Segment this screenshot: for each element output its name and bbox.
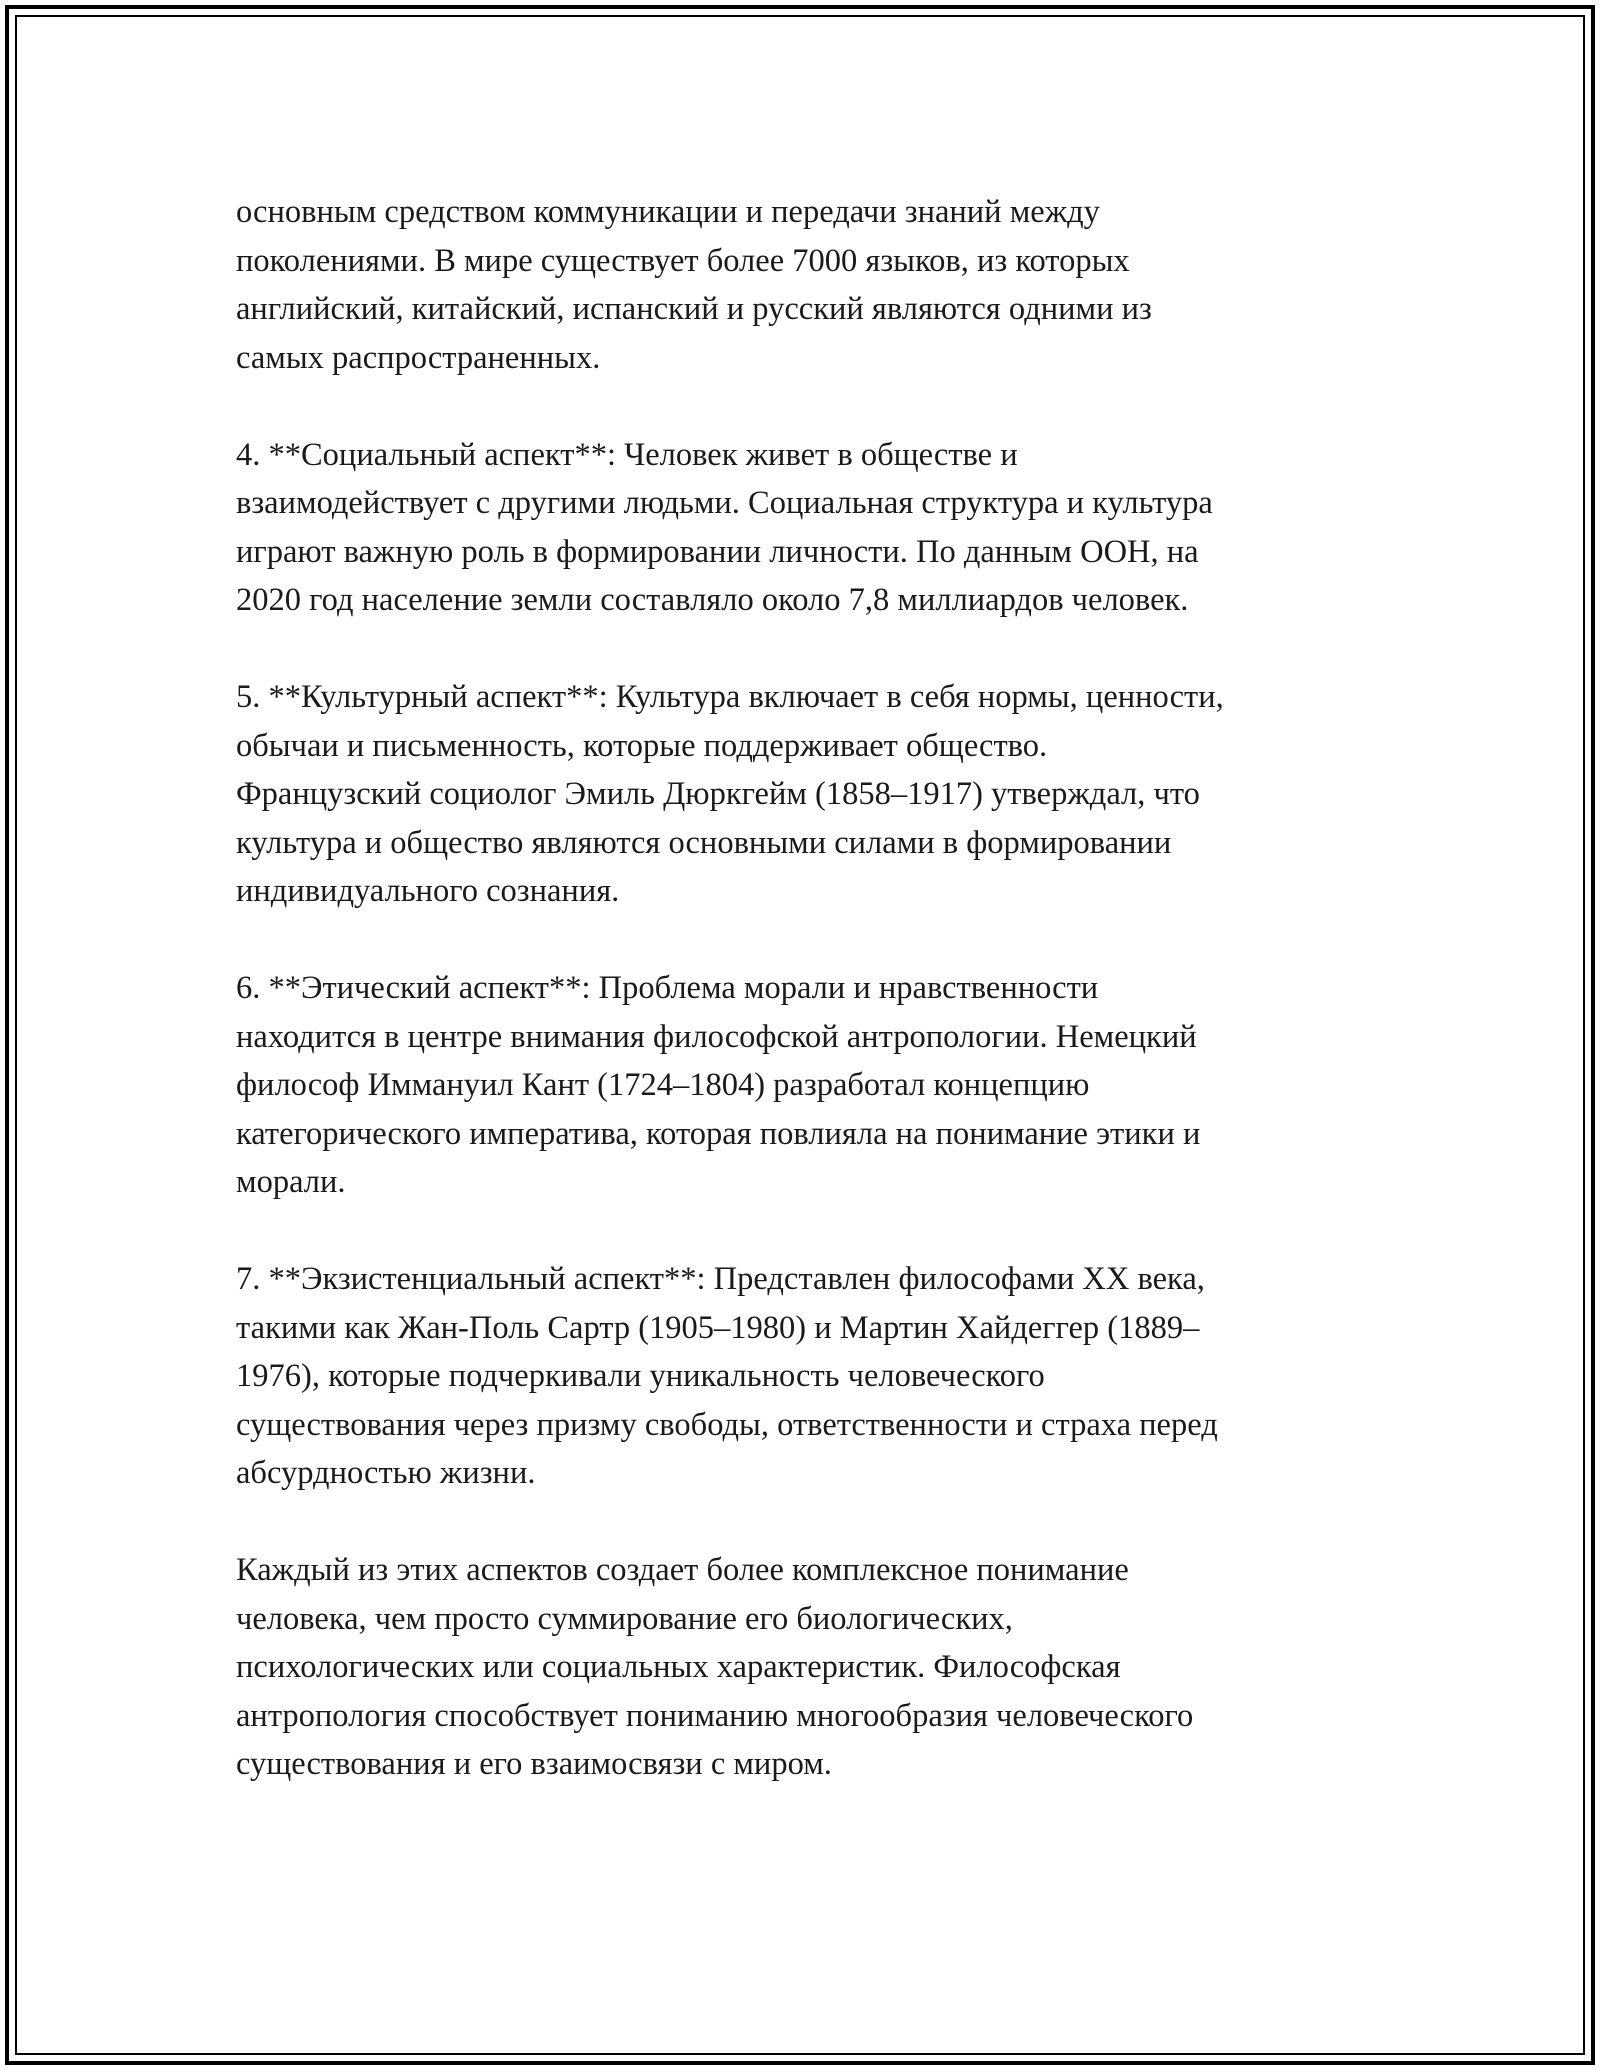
document-body bbox=[236, 188, 1416, 1789]
paragraph-language-continuation: основным средством коммуникации и передачи знаний между поколениями. В мире существует более 7000 языков, из которых английский, китайский, испанский и русский являются одними из самых распространенных. bbox=[236, 194, 1152, 376]
paragraph-cultural-aspect: 5. **Культурный аспект**: Культура включает в себя нормы, ценности, обычаи и письменность, которые поддерживает общество. Французский социолог Эмиль Дюркгейм (1858–1917) утверждал, что культура и общество являются основными силами в формировании индивидуального сознания. bbox=[236, 679, 1224, 909]
paragraph-social-aspect: 4. **Социальный аспект**: Человек живет в обществе и взаимодействует с другими людьми. Социальная структура и культура играют важную роль в формировании личности. По данным ООН, на 2020 год население земли составляло около 7,8 миллиардов человек. bbox=[236, 436, 1213, 618]
paragraph-ethical-aspect: 6. **Этический аспект**: Проблема морали и нравственности находится в центре внимания философской антропологии. Немецкий философ Иммануил Кант (1724–1804) разработал концепцию категорического императива, которая повлияла на понимание этики и морали. bbox=[236, 970, 1201, 1200]
paragraph-existential-aspect: 7. **Экзистенциальный аспект**: Представлен философами XX века, такими как Жан-Поль Сартр (1905–1980) и Мартин Хайдеггер (1889– 1976), которые подчеркивали уникальность человеческого существования через призму свободы, ответственности и страха перед абсурдностью жизни. bbox=[236, 1261, 1218, 1491]
paragraph-conclusion: Каждый из этих аспектов создает более комплексное понимание человека, чем просто суммирование его биологических, психологических или социальных характеристик. Философская антропология способствует пониманию многообразия человеческого существования и его взаимосвязи с миром. bbox=[236, 1552, 1194, 1782]
